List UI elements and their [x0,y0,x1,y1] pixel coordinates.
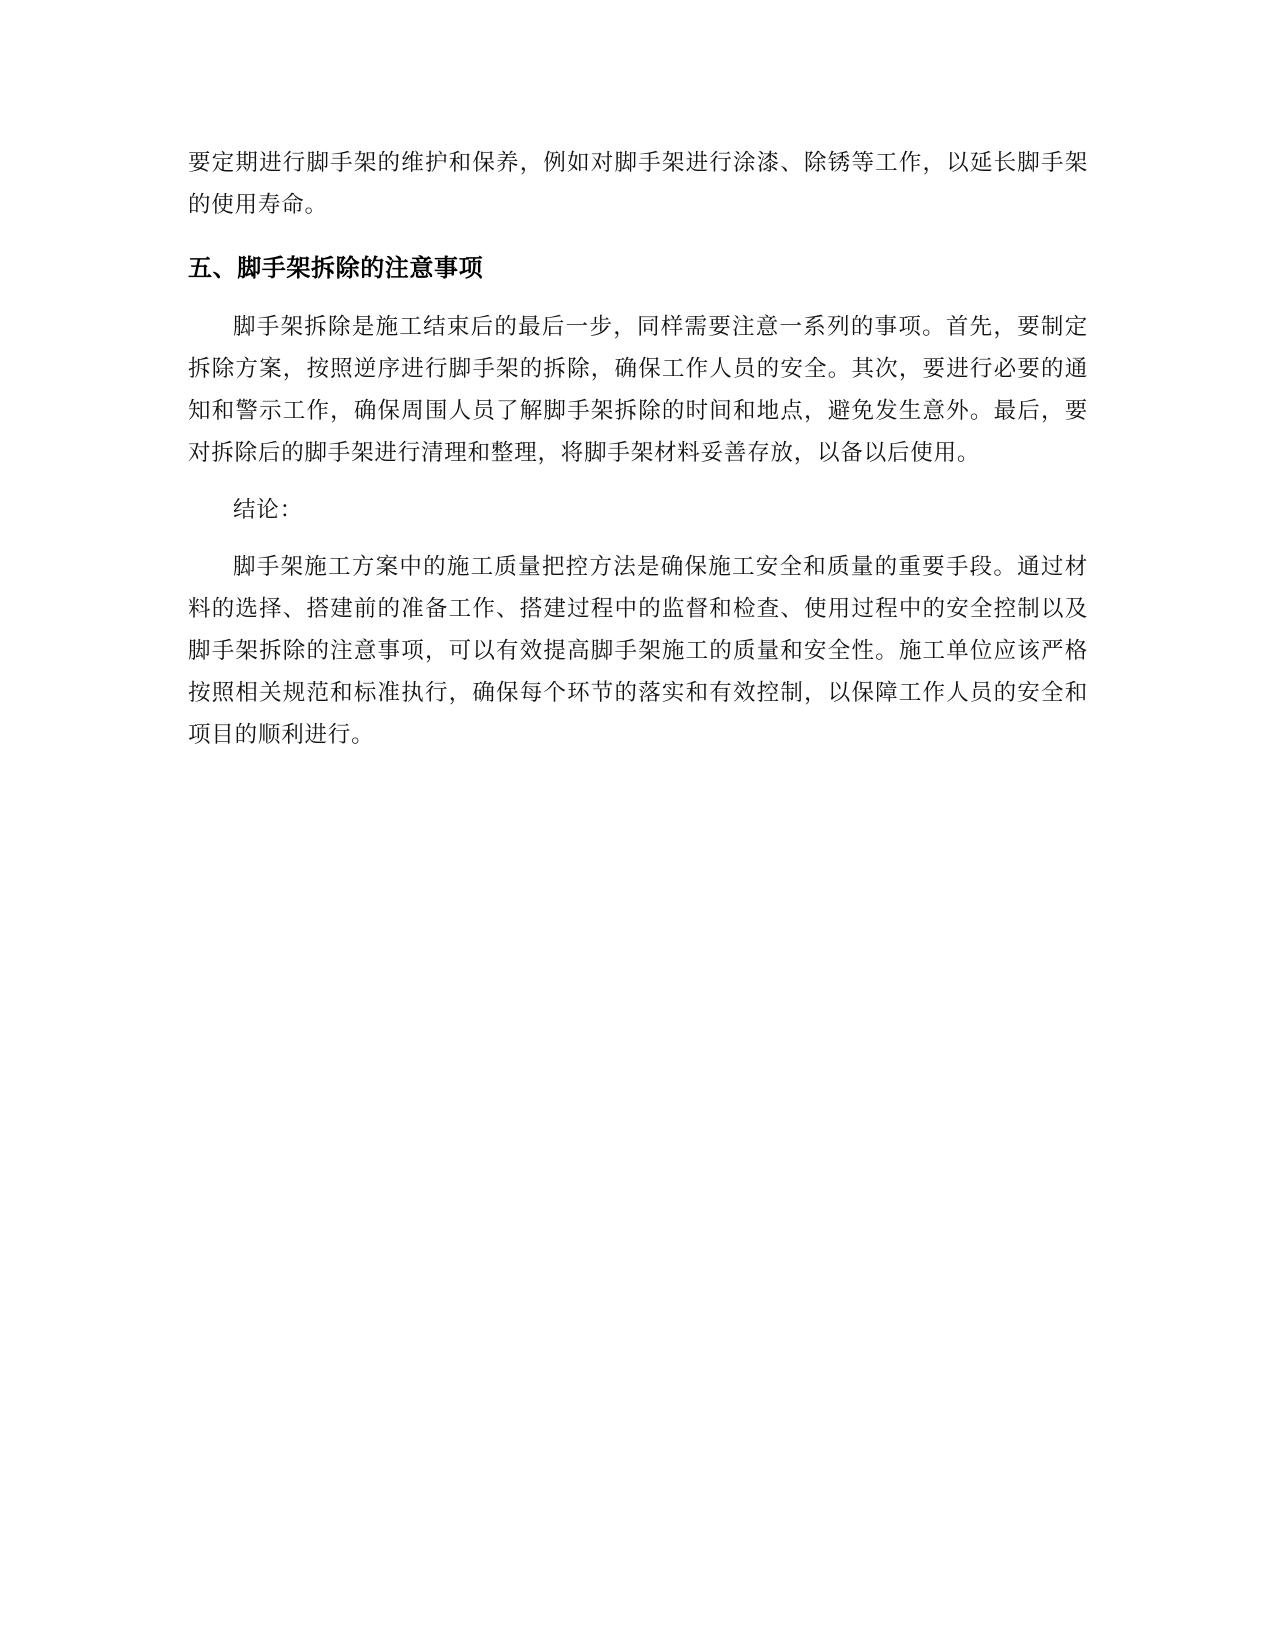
document-body [188,142,1088,756]
conclusion-paragraph: 脚手架施工方案中的施工质量把控方法是确保施工安全和质量的重要手段。通过材料的选择、搭建前的准备工作、搭建过程中的监督和检查、使用过程中的安全控制以及脚手架拆除的注意事项，可以有效提高脚手架施工的质量和安全性。施工单位应该严格按照相关规范和标准执行，确保每个环节的落实和有效控制，以保障工作人员的安全和项目的顺利进行。 [188,554,1088,748]
continuation-paragraph: 要定期进行脚手架的维护和保养，例如对脚手架进行涂漆、除锈等工作，以延长脚手架的使用寿命。 [188,150,1088,218]
section-heading: 五、脚手架拆除的注意事项 [188,254,484,282]
conclusion-label: 结论： [233,497,303,523]
section-paragraph: 脚手架拆除是施工结束后的最后一步，同样需要注意一系列的事项。首先，要制定拆除方案，按照逆序进行脚手架的拆除，确保工作人员的安全。其次，要进行必要的通知和警示工作，确保周围人员了解脚手架拆除的时间和地点，避免发生意外。最后，要对拆除后的脚手架进行清理和整理，将脚手架材料妥善存放，以备以后使用。 [188,314,1088,466]
